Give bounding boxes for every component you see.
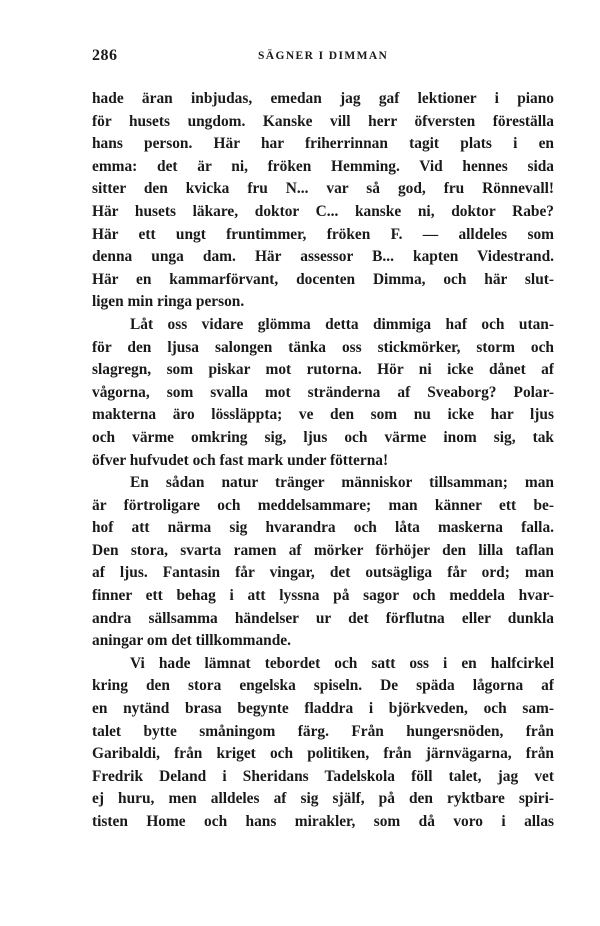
text-line: är förtroligare och meddelsammare; man känner ett be- (92, 496, 554, 514)
text-line: emma: det är ni, fröken Hemming. Vid hennes sida (92, 157, 554, 175)
text-line: makterna äro lössläppta; ve den som nu icke har ljus (92, 406, 554, 424)
body-text (92, 88, 554, 834)
text-line: för den ljusa salongen tänka oss stickmörker, storm och (92, 338, 554, 356)
text-line: kring den stora engelska spiseln. De späda lågorna af (92, 677, 554, 695)
text-line: Den stora, svarta ramen af mörker förhöjer den lilla taflan (92, 541, 554, 559)
text-line: Här en kammarförvant, docenten Dimma, och här slut- (92, 270, 554, 288)
text-line: en nytänd brasa begynte fladdra i björkveden, och sam- (92, 700, 554, 718)
running-title: SÄGNER I DIMMAN (258, 50, 389, 62)
text-line: Här husets läkare, doktor C... kanske ni, doktor Rabe? (92, 202, 554, 220)
text-line: Fredrik Deland i Sheridans Tadelskola föll talet, jag vet (92, 767, 554, 785)
text-line: hade äran inbjudas, emedan jag gaf lektioner i piano (92, 90, 554, 107)
text-line: sitter den kvicka fru N... var så god, fru Rönnevall! (92, 180, 554, 198)
text-line: vågorna, som svalla mot stränderna af Sveaborg? Polar- (92, 383, 554, 401)
text-line: hof att närma sig hvarandra och låta maskerna falla. (92, 519, 554, 537)
text-line: Garibaldi, från kriget och politiken, från järnvägarna, från (92, 745, 554, 763)
text-line: denna unga dam. Här assessor B... kapten Videstrand. (92, 248, 554, 266)
text-line: aningar om det tillkommande. (92, 632, 291, 650)
paragraph-start-line: Låt oss vidare glömma detta dimmiga haf och utan- (130, 315, 554, 333)
text-line: finner ett behag i att lyssna på sagor och meddela hvar- (92, 587, 554, 605)
text-line: för husets ungdom. Kanske vill herr öfversten föreställa (92, 112, 554, 130)
text-line: tisten Home och hans mirakler, som då voro i allas (92, 813, 554, 830)
text-line: ej huru, men alldeles af sig själf, på den ryktbare spiri- (92, 790, 554, 808)
text-line: Här ett ungt fruntimmer, fröken F. — alldeles som (92, 225, 554, 243)
page-number: 286 (92, 47, 118, 64)
text-line: öfver hufvudet och fast mark under fötterna! (92, 451, 389, 469)
page-header (92, 47, 554, 69)
paragraph-start-line: En sådan natur tränger människor tillsamman; man (130, 474, 554, 492)
text-line: hans person. Här har friherrinnan tagit plats i en (92, 135, 554, 153)
text-line: ligen min ringa person. (92, 293, 245, 311)
text-line: slagregn, som piskar mot rutorna. Hör ni icke dånet af (92, 361, 554, 379)
text-line: och värme omkring sig, ljus och värme inom sig, tak (92, 428, 554, 446)
text-line: talet bytte småningom färg. Från hungersnöden, från (92, 722, 554, 740)
text-line: af ljus. Fantasin får vingar, det outsägliga får ord; man (92, 564, 554, 582)
paragraph-start-line: Vi hade lämnat tebordet och satt oss i en halfcirkel (130, 654, 554, 672)
text-line: andra sällsamma händelser ur det förflutna eller dunkla (92, 609, 554, 627)
